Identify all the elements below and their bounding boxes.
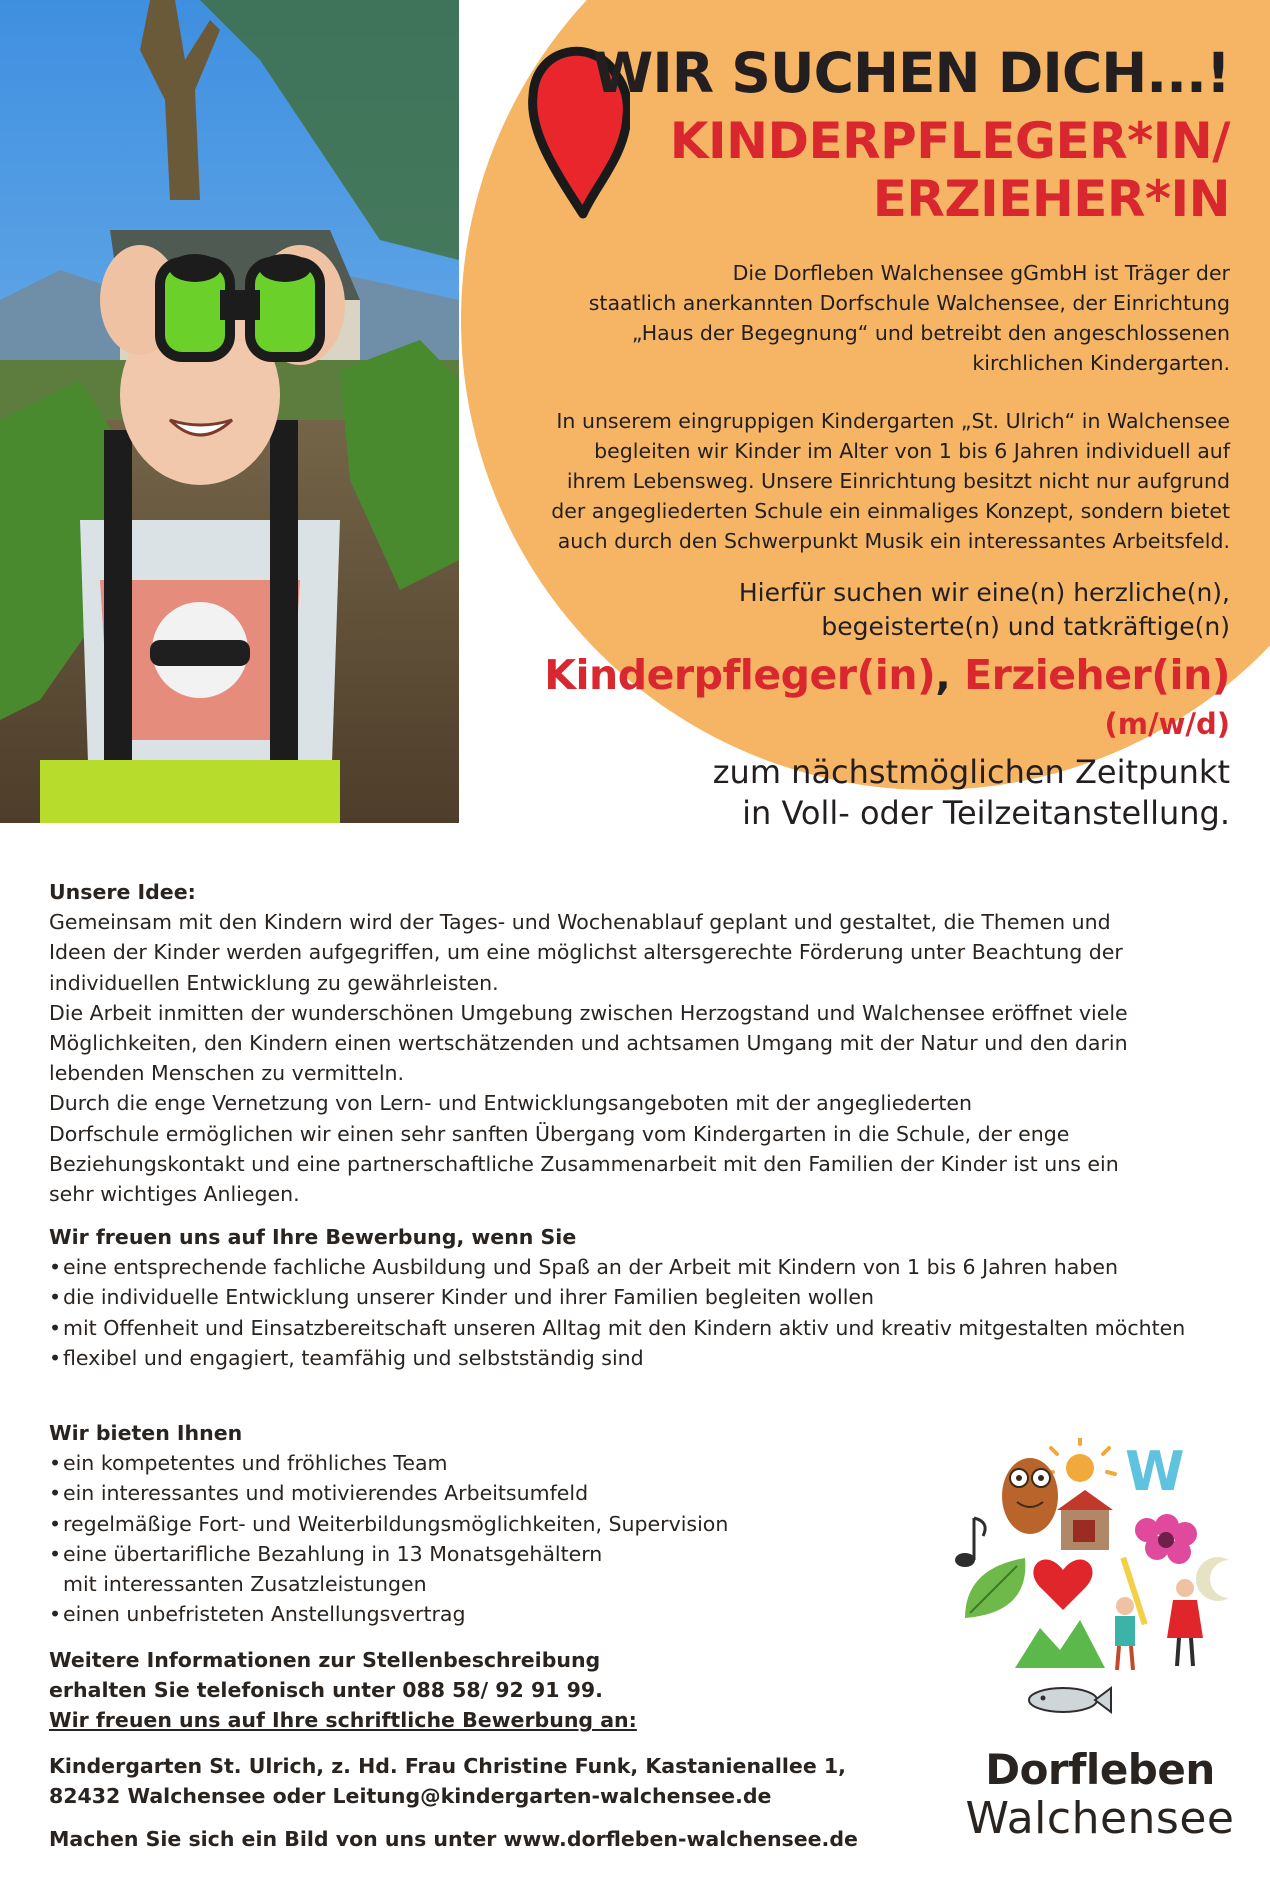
contact-line-1: Weitere Informationen zur Stellenbeschreibung (49, 1648, 601, 1672)
search-statement (739, 576, 1230, 644)
address (49, 1751, 846, 1811)
body-line: individuellen Entwicklung zu gewährleisten. (49, 970, 499, 995)
logo-heart-icon (1033, 1560, 1092, 1610)
list-item-text: eine übertarifliche Bezahlung in 13 Monatsgehältern (63, 1541, 603, 1566)
intro-line: der angegliederten Schule ein einmaliges Konzept, sondern bietet (551, 499, 1230, 523)
section-idea (49, 877, 1239, 1209)
address-line-2[interactable]: 82432 Walchensee oder Leitung@kindergarten-walchensee.de (49, 1784, 772, 1809)
flower-icon (1135, 1514, 1197, 1564)
body-line: sehr wichtiges Anliegen. (49, 1182, 300, 1207)
employment-terms (713, 752, 1230, 834)
body-line: Beziehungskontakt und eine partnerschaftliche Zusammenarbeit mit den Familien der Kinder ist uns ein (49, 1151, 1119, 1176)
intro-paragraph-1 (470, 258, 1230, 378)
logo-word-dorfleben: Dorfleben (985, 1745, 1215, 1794)
role-separator: , (935, 651, 965, 699)
music-note-icon (955, 1518, 985, 1567)
logo-letter-w: W (1125, 1440, 1185, 1503)
owl-icon (1002, 1458, 1058, 1534)
list-item: • einen unbefristeten Anstellungsvertrag (49, 1599, 869, 1629)
section-heading: Wir freuen uns auf Ihre Bewerbung, wenn Sie (49, 1225, 577, 1249)
intro-paragraph-2 (470, 406, 1230, 556)
apply-line: Wir freuen uns auf Ihre schriftliche Bewerbung an: (49, 1708, 637, 1733)
intro-line: staatlich anerkannten Dorfschule Walchensee, der Einrichtung (588, 291, 1230, 315)
job-title (670, 112, 1230, 228)
job-title-line2: ERZIEHER*IN (872, 170, 1230, 228)
contact-info (49, 1645, 949, 1736)
list-item: • regelmäßige Fort- und Weiterbildungsmöglichkeiten, Supervision (49, 1509, 869, 1539)
section-offer (49, 1418, 869, 1629)
list-item: • ein interessantes und motivierendes Arbeitsumfeld (49, 1478, 869, 1508)
when-line-1: zum nächstmöglichen Zeitpunkt (712, 753, 1230, 791)
intro-line: kirchlichen Kindergarten. (972, 351, 1230, 375)
list-item: • eine entsprechende fachliche Ausbildung und Spaß an der Arbeit mit Kindern von 1 bis 6 Jahren haben (49, 1252, 1239, 1282)
intro-line: begleiten wir Kinder im Alter von 1 bis 6 Jahren individuell auf (594, 439, 1230, 463)
address-line-1: Kindergarten St. Ulrich, z. Hd. Frau Christine Funk, Kastanienallee 1, (49, 1754, 846, 1778)
role-title (544, 651, 1230, 699)
logo-word-walchensee: Walchensee (965, 1793, 1235, 1844)
headline: WIR SUCHEN DICH...! (592, 41, 1230, 105)
child-figure-icon (1115, 1597, 1135, 1670)
sun-icon (1045, 1438, 1115, 1482)
when-line-2: in Voll- oder Teilzeitanstellung. (742, 794, 1230, 832)
section-heading: Wir bieten Ihnen (49, 1421, 243, 1445)
intro-line: ihrem Lebensweg. Unsere Einrichtung besitzt nicht nur aufgrund (566, 469, 1230, 493)
section-heading: Unsere Idee: (49, 880, 196, 904)
house-icon (1057, 1490, 1113, 1550)
list-item (49, 1539, 869, 1599)
gender-note: (m/w/d) (1104, 707, 1230, 741)
moon-icon (1196, 1557, 1229, 1601)
body-line: Dorfschule ermöglichen wir einen sehr sanften Übergang vom Kindergarten in die Schule, der enge (49, 1121, 1070, 1146)
intro-line: „Haus der Begegnung“ und betreibt den angeschlossenen (631, 321, 1230, 345)
contact-line-2: erhalten Sie telefonisch unter 088 58/ 92 91 99. (49, 1678, 603, 1703)
website-line[interactable]: Machen Sie sich ein Bild von uns unter www.dorfleben-walchensee.de (49, 1827, 858, 1851)
body-line: lebenden Menschen zu vermitteln. (49, 1061, 405, 1086)
list-item: • mit Offenheit und Einsatzbereitschaft unseren Alltag mit den Kindern aktiv und kreativ mitgestalten möchten (49, 1313, 1239, 1343)
intro-line: In unserem eingruppigen Kindergarten „St. Ulrich“ in Walchensee (556, 409, 1230, 433)
list-item: • die individuelle Entwicklung unserer Kinder und ihrer Familien begleiten wollen (49, 1282, 1239, 1312)
search-line-2: begeisterte(n) und tatkräftige(n) (821, 612, 1230, 641)
logo-wordmark (955, 1745, 1245, 1844)
requirements-list (49, 1252, 1239, 1373)
mountain-icon (1015, 1620, 1105, 1668)
body-line: Die Arbeit inmitten der wunderschönen Umgebung zwischen Herzogstand und Walchensee eröffnet viele (49, 1000, 1128, 1025)
child-binoculars-photo (0, 0, 459, 823)
body-line: Ideen der Kinder werden aufgegriffen, um eine möglichst altersgerechte Förderung unter Beachtung der (49, 940, 1123, 965)
leaf-icon (965, 1558, 1025, 1618)
offer-list (49, 1448, 869, 1629)
body-line: Gemeinsam mit den Kindern wird der Tages- und Wochenablauf geplant und gestaltet, die Themen und (49, 910, 1111, 935)
section-requirements (49, 1222, 1239, 1373)
list-item: • flexibel und engagiert, teamfähig und selbstständig sind (49, 1343, 1239, 1373)
role-b: Erzieher(in) (964, 651, 1230, 699)
dorfleben-logo-illustration (945, 1438, 1245, 1728)
intro-line: auch durch den Schwerpunkt Musik ein interessantes Arbeitsfeld. (557, 529, 1230, 553)
fish-icon (1029, 1688, 1111, 1712)
body-line: Möglichkeiten, den Kindern einen wertschätzenden und achtsamen Umgang mit der Natur und den darin (49, 1031, 1128, 1056)
intro-line: Die Dorfleben Walchensee gGmbH ist Träger der (732, 261, 1230, 285)
body-line: Durch die enge Vernetzung von Lern- und Entwicklungsangeboten mit der angegliederten (49, 1091, 973, 1116)
child-figure-icon (1167, 1579, 1203, 1666)
role-a: Kinderpfleger(in) (544, 651, 936, 699)
job-title-line1: KINDERPFLEGER*IN/ (669, 112, 1230, 170)
search-line-1: Hierfür suchen wir eine(n) herzliche(n), (738, 578, 1230, 607)
list-item: • ein kompetentes und fröhliches Team (49, 1448, 869, 1478)
list-item-continuation: mit interessanten Zusatzleistungen (63, 1572, 427, 1597)
